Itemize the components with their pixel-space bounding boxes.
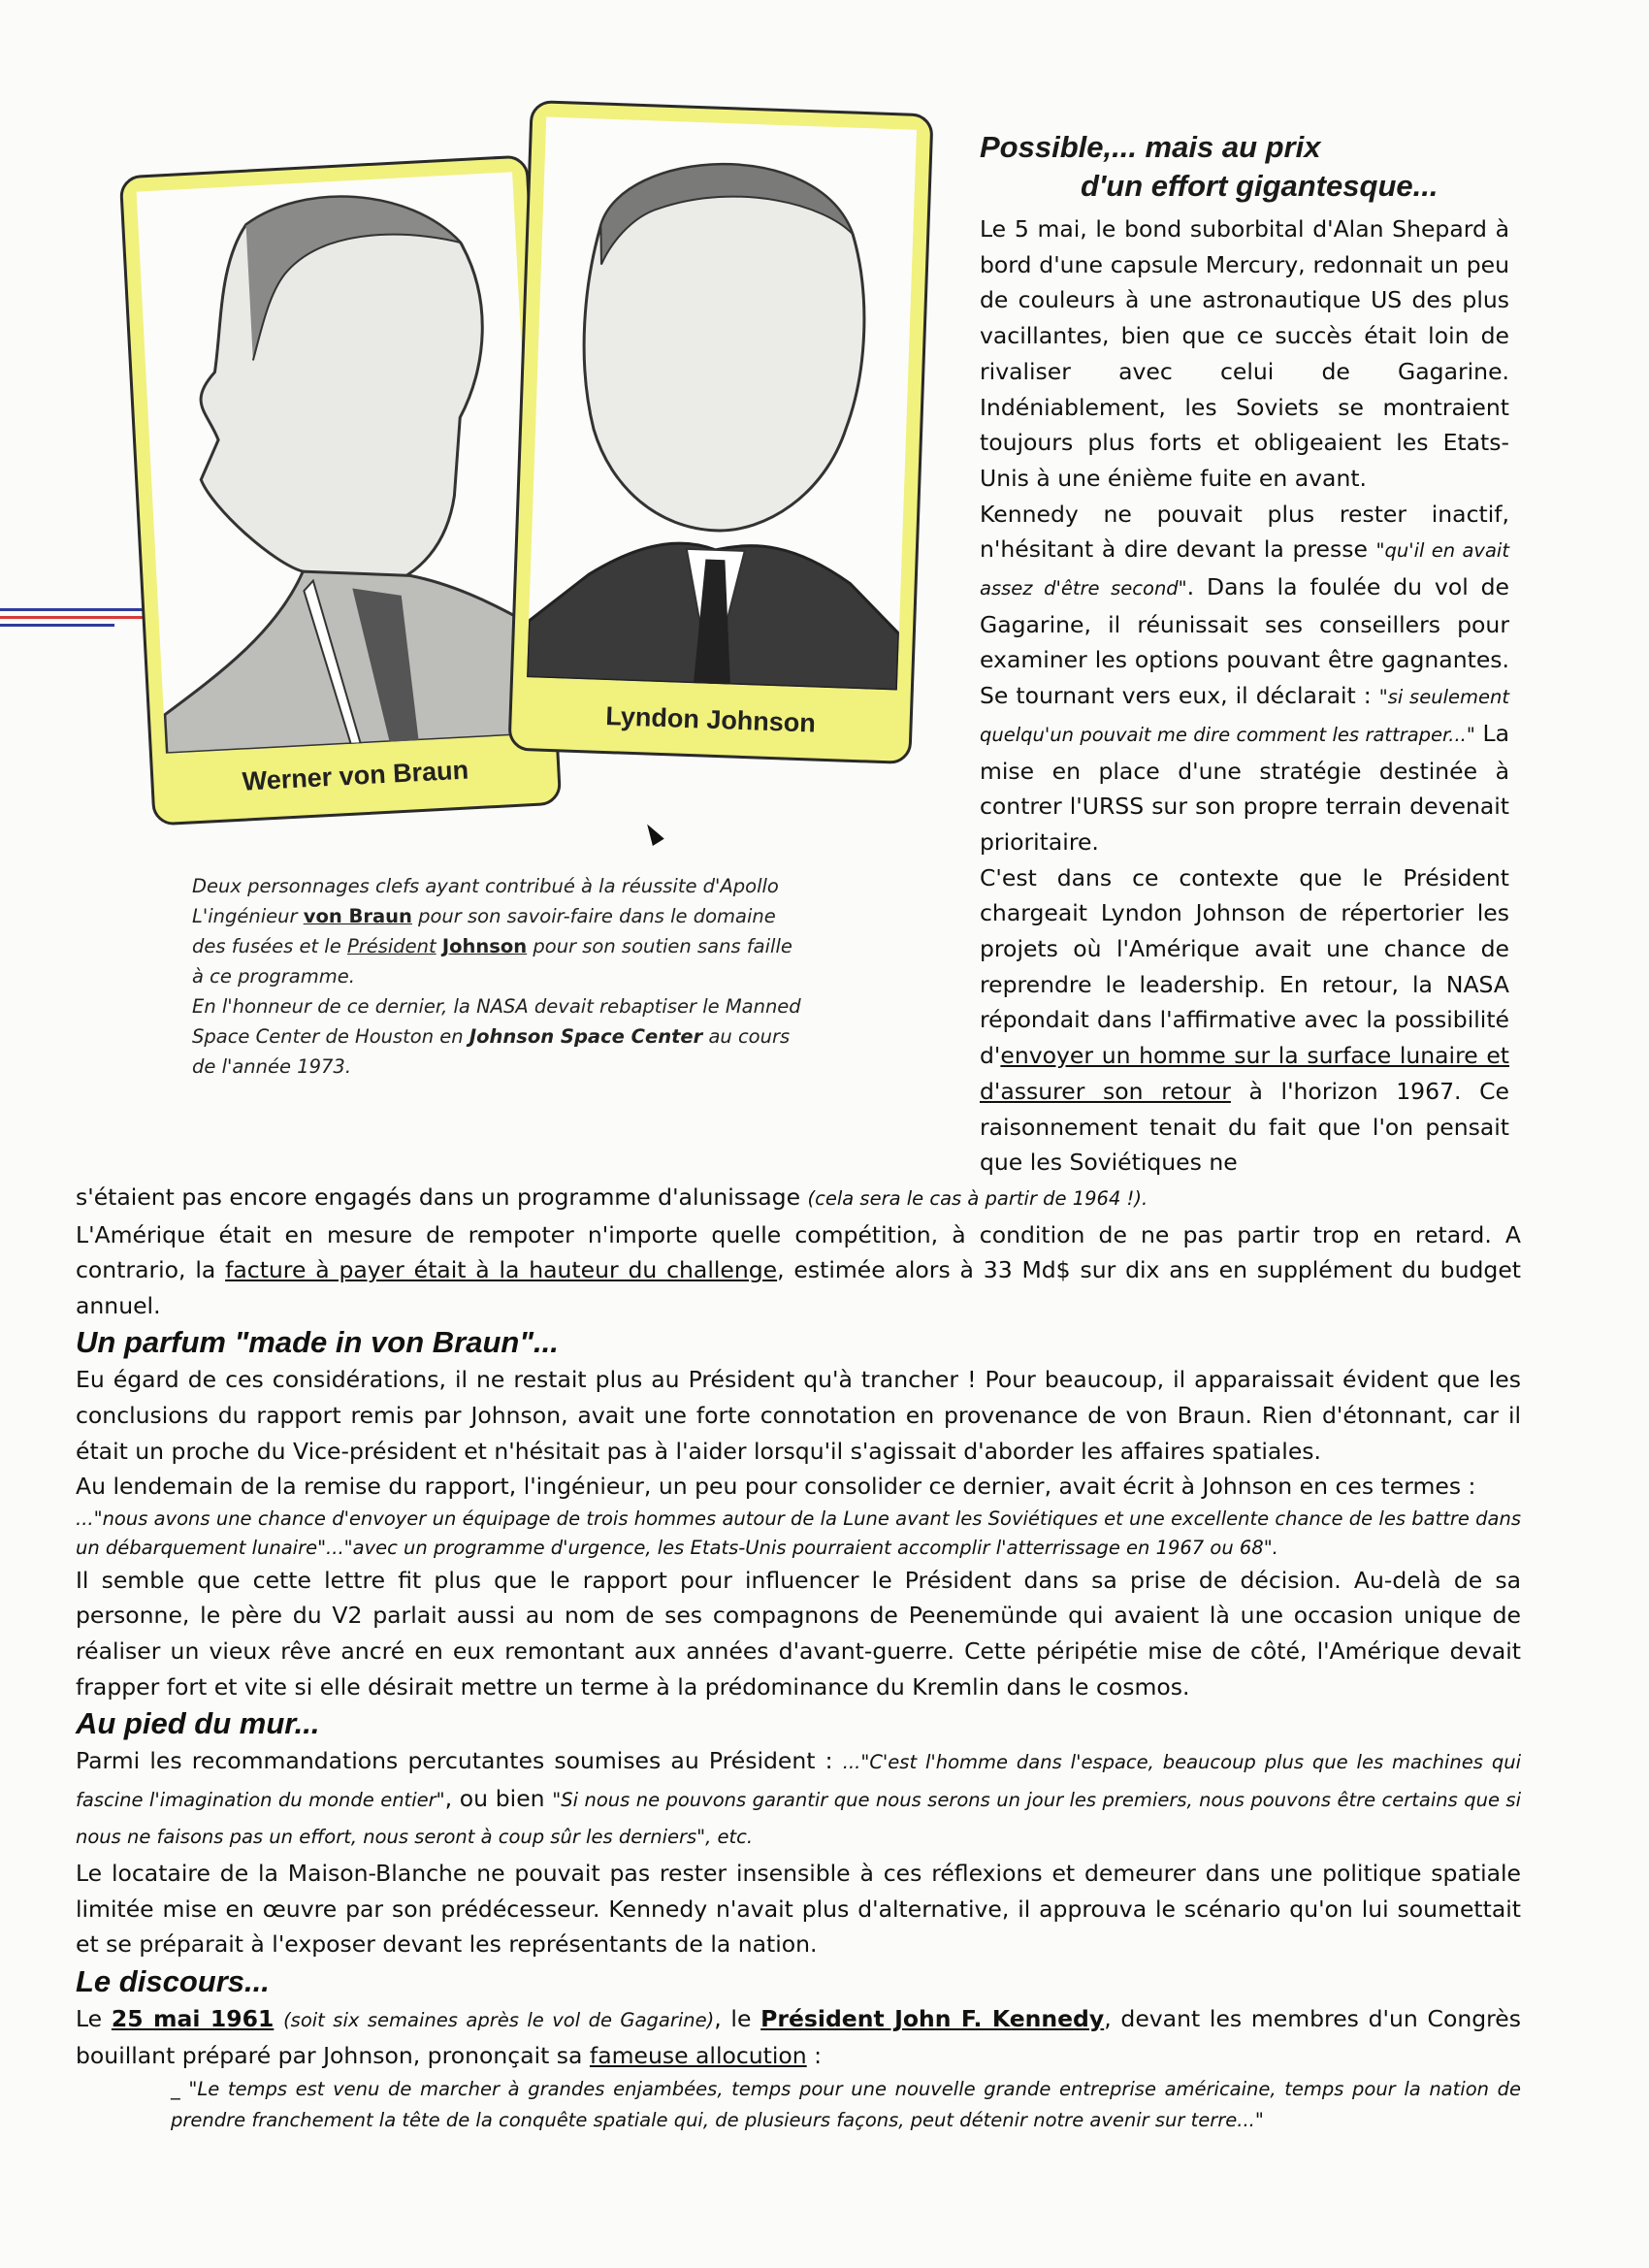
section-heading-pied-du-mur: Au pied du mur...: [76, 1706, 320, 1741]
section-heading-possible: Possible,... mais au prix d'un effort gigantesque...: [980, 130, 1439, 203]
caption-line-1: Deux personnages clefs ayant contribué à la réussite d'Apollo: [192, 875, 779, 897]
mouse-cursor-icon: [641, 821, 664, 846]
section-heading-von-braun: Un parfum "made in von Braun"...: [76, 1325, 559, 1360]
section-heading-discours: Le discours...: [76, 1963, 270, 1998]
johnson-portrait: [527, 117, 917, 691]
caption-line-3: En l'honneur de ce dernier, la NASA devait rebaptiser le Manned Space Center de Houston en Johnson Space Center au cours de l'année 1973.: [192, 995, 801, 1078]
body-paragraph-6: Parmi les recommandations percutantes soumises au Président : ..."C'est l'homme dans l'espace, beaucoup plus que les machines qui fascine l'imagination du monde entier", ou bien "Si nous ne pouvons garantir que nous serons un jour les premiers, nous pouvons être certains que si nous ne faisons pas un effort, nous seront à coup sûr les derniers", etc.: [76, 1747, 1521, 1849]
braun-portrait: [137, 172, 542, 754]
braun-name-label: Werner von Braun: [242, 755, 469, 796]
right-paragraph-1: Le 5 mai, le bond suborbital d'Alan Shepard à bord d'une capsule Mercury, redonnait un peu de couleurs à une astronautique US des plus vacillantes, bien que ce succès était loin de rivaliser avec celui de Gagarine. Indéniablement, les Soviets se montraient toujours plus forts et obligeaient les Etats-Unis à une énième fuite en avant.: [980, 215, 1509, 492]
body-paragraph-8: Le 25 mai 1961 (soit six semaines après le vol de Gagarine), le Président John F. Kennedy, devant les membres d'un Congrès bouillant préparé par Johnson, prononçait sa fameuse allocution :: [76, 2004, 1521, 2070]
body-paragraph-3: Eu égard de ces considérations, il ne restait plus au Président qu'à trancher ! Pour beaucoup, il apparaissait évident que les conclusions du rapport remis par Johnson, avait une forte connotation en provenance de von Braun. Rien d'étonnant, car il était un proche du Vice-président et n'hésitait pas à l'aider lorsqu'il s'agissait d'aborder les affaires spatiales.: [76, 1366, 1521, 1465]
body-paragraph-2: L'Amérique était en mesure de rempoter n'importe quelle compétition, à condition de ne pas partir trop en retard. A contrario, la facture à payer était à la hauteur du challenge, estimée alors à 33 Md$ sur dix ans en supplément du budget annuel.: [76, 1220, 1521, 1319]
blue-stripe: [0, 608, 146, 611]
blue-stripe-short: [0, 624, 114, 627]
right-column-text: [980, 211, 1509, 1181]
body-paragraph-1: s'étaient pas encore engagés dans un programme d'alunissage (cela sera le cas à partir de 1964 !).: [76, 1183, 1148, 1211]
right-paragraph-2: Kennedy ne pouvait plus rester inactif, n'hésitant à dire devant la presse "qu'il en avait assez d'être second". Dans la foulée du vol de Gagarine, il réunissait ses conseillers pour examiner les options pouvant être gagnantes. Se tournant vers eux, il déclarait : "si seulement quelqu'un pouvait me dire comment les rattraper..." La mise en place d'une stratégie destinée à contrer l'URSS sur son propre terrain devenait prioritaire.: [980, 500, 1510, 856]
kennedy-speech-quote: _ "Le temps est venu de marcher à grandes enjambées, temps pour une nouvelle grande entreprise américaine, temps pour la nation de prendre franchement la tête de la conquête spatiale qui, de plusieurs façons, peut détenir notre avenir sur terre...": [171, 2077, 1521, 2131]
johnson-card: [507, 100, 933, 764]
caption-line-2: L'ingénieur von Braun pour son savoir-faire dans le domaine des fusées et le Président Johnson pour son soutien sans faille à ce programme.: [192, 905, 792, 988]
johnson-sketch-image: [527, 117, 917, 691]
johnson-name-label: Lyndon Johnson: [604, 701, 817, 738]
body-paragraph-4: Au lendemain de la remise du rapport, l'ingénieur, un peu pour consolider ce dernier, avait écrit à Johnson en ces termes :: [76, 1473, 1476, 1501]
body-paragraph-5: Il semble que cette lettre fit plus que le rapport pour influencer le Président dans sa prise de décision. Au-delà de sa personne, le père du V2 parlait aussi au nom de ses compagnons de Peenemünde qui avaient là une occasion unique de réaliser un vieux rêve ancré en eux remontant aux années d'avant-guerre. Cette péripétie mise de côté, l'Amérique devait frapper fort et vite si elle désirait mettre un terme à la prédominance du Kremlin dans le cosmos.: [76, 1566, 1521, 1701]
braun-letter-quote: ..."nous avons une chance d'envoyer un équipage de trois hommes autour de la Lune avant les Soviétiques et une excellente chance de les battre dans un débarquement lunaire"..."avec un programme d'urgence, les Etats-Unis pourraient accomplir l'atterrissage en 1967 ou 68".: [76, 1507, 1521, 1559]
braun-card: [119, 154, 563, 826]
main-body-text: [76, 1180, 1521, 2136]
braun-sketch-image: [137, 172, 542, 754]
right-paragraph-3: C'est dans ce contexte que le Président chargeait Lyndon Johnson de répertorier les projets où l'Amérique avait une chance de reprendre le leadership. En retour, la NASA répondait dans l'affirmative avec la possibilité d'envoyer un homme sur la surface lunaire et d'assurer son retour à l'horizon 1967. Ce raisonnement tenait du fait que l'on pensait que les Soviétiques ne: [980, 863, 1509, 1177]
tricolor-stripes: [0, 608, 146, 628]
body-paragraph-7: Le locataire de la Maison-Blanche ne pouvait pas rester insensible à ces réflexions et demeurer dans une politique spatiale limitée mise en œuvre par son prédécesseur. Kennedy n'avait plus d'alternative, il approuva le scénario qu'on lui soumettait et se préparait à l'exposer devant les représentants de la nation.: [76, 1859, 1521, 1959]
red-stripe: [0, 616, 146, 619]
image-caption: [192, 871, 803, 1082]
